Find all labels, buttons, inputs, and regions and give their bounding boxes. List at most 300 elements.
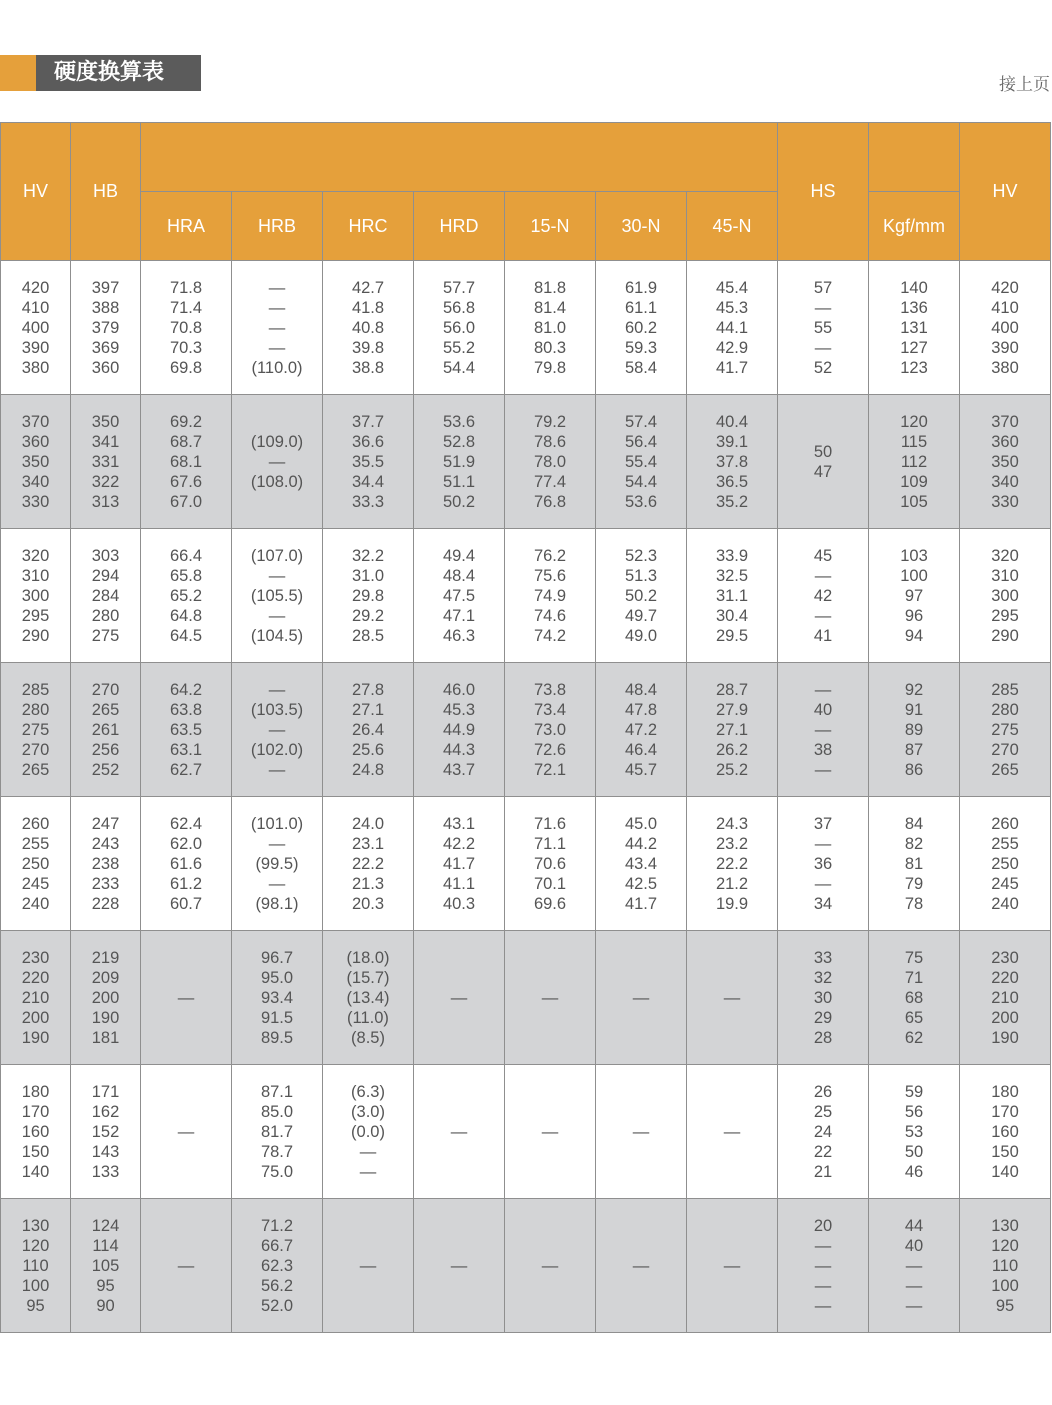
cell-value: 320 — [991, 546, 1019, 565]
cell-value: 94 — [904, 626, 924, 645]
cell-value: — — [814, 338, 832, 357]
cell-value: 200 — [21, 1008, 50, 1027]
cell-value: 350 — [991, 452, 1019, 471]
cell-value: 58.4 — [624, 358, 658, 377]
cell-value: 19.9 — [715, 894, 749, 913]
cell-value: 26 — [813, 1082, 833, 1101]
cell-value: 57.7 — [442, 278, 476, 297]
table-row — [1, 395, 1051, 529]
cell-value: 44.1 — [715, 318, 749, 337]
cell-value: 79.8 — [533, 358, 567, 377]
cell-value: 48.4 — [624, 680, 658, 699]
cell-value: 123 — [900, 358, 928, 377]
cell-value: 303 — [91, 546, 120, 565]
hardness-conversion-table — [0, 122, 1051, 1333]
header-rockwell-group — [141, 123, 778, 192]
cell-value: — — [905, 1256, 923, 1275]
cell-hv — [1, 663, 71, 797]
header-hs: HS — [778, 123, 869, 261]
cell-value: 370 — [21, 412, 50, 431]
cell-value: 310 — [991, 566, 1019, 585]
cell-hv2 — [960, 529, 1051, 663]
cell-value: 350 — [91, 412, 120, 431]
cell-n45 — [687, 1065, 778, 1199]
cell-value: 52 — [813, 358, 833, 377]
cell-value: 44 — [904, 1216, 924, 1235]
cell-value: 29.8 — [351, 586, 385, 605]
cell-value: 61.1 — [624, 298, 658, 317]
cell-value: 115 — [900, 432, 928, 451]
cell-value: (107.0) — [250, 546, 304, 565]
cell-value: 41 — [813, 626, 833, 645]
cell-value: — — [814, 1296, 832, 1315]
cell-value: 400 — [21, 318, 50, 337]
header-15n: 15-N — [505, 192, 596, 261]
cell-value: 50 — [813, 442, 833, 461]
cell-value: 46.3 — [442, 626, 476, 645]
cell-value: (13.4) — [346, 988, 390, 1007]
cell-value: 71.4 — [169, 298, 203, 317]
cell-value: 22.2 — [351, 854, 385, 873]
cell-value: 37.8 — [715, 452, 749, 471]
cell-value: 27.8 — [351, 680, 385, 699]
cell-value: — — [268, 278, 286, 297]
cell-value: 61.6 — [169, 854, 203, 873]
cell-value: 120 — [21, 1236, 50, 1255]
cell-value: 180 — [991, 1082, 1019, 1101]
cell-value: — — [905, 1276, 923, 1295]
cell-value: 95 — [995, 1296, 1015, 1315]
cell-value: 71 — [904, 968, 924, 987]
table-row — [1, 1199, 1051, 1333]
cell-value: 81.4 — [533, 298, 567, 317]
cell-value: — — [723, 1256, 741, 1275]
cell-value: 131 — [900, 318, 928, 337]
cell-value: 59.3 — [624, 338, 658, 357]
cell-value: 200 — [91, 988, 120, 1007]
cell-value: 190 — [91, 1008, 120, 1027]
cell-value: — — [450, 1122, 468, 1141]
cell-value: 380 — [991, 358, 1019, 377]
cell-value: 280 — [91, 606, 120, 625]
cell-value: (101.0) — [250, 814, 304, 833]
table-row — [1, 529, 1051, 663]
cell-value: 33.9 — [715, 546, 749, 565]
cell-value: 133 — [91, 1162, 120, 1181]
cell-hs — [778, 395, 869, 529]
cell-value: — — [814, 566, 832, 585]
cell-value: 219 — [91, 948, 120, 967]
cell-value: (99.5) — [255, 854, 299, 873]
cell-value: — — [268, 874, 286, 893]
cell-value: 360 — [991, 432, 1019, 451]
cell-value: 42.2 — [442, 834, 476, 853]
cell-value: 56.0 — [442, 318, 476, 337]
cell-value: 130 — [991, 1216, 1019, 1235]
cell-value: 190 — [21, 1028, 50, 1047]
cell-value: 24 — [813, 1122, 833, 1141]
cell-value: 250 — [991, 854, 1019, 873]
cell-value: 270 — [21, 740, 50, 759]
cell-n45 — [687, 663, 778, 797]
cell-hrd — [414, 663, 505, 797]
cell-value: 37 — [813, 814, 833, 833]
cell-value: 245 — [21, 874, 50, 893]
cell-hra — [141, 1199, 232, 1333]
cell-value: 64.8 — [169, 606, 203, 625]
cell-n15 — [505, 261, 596, 395]
cell-value: 56.2 — [260, 1276, 294, 1295]
cell-value: 21.2 — [715, 874, 749, 893]
cell-value: (6.3) — [351, 1082, 385, 1101]
cell-value: 50 — [904, 1142, 924, 1161]
cell-value: 210 — [21, 988, 50, 1007]
cell-n30 — [596, 261, 687, 395]
cell-value: 261 — [91, 720, 120, 739]
header-hrb: HRB — [232, 192, 323, 261]
cell-value: 240 — [991, 894, 1019, 913]
cell-value: 55 — [813, 318, 833, 337]
cell-value: 27.9 — [715, 700, 749, 719]
cell-value: — — [268, 452, 286, 471]
cell-value: 420 — [991, 278, 1019, 297]
cell-kgf — [869, 1199, 960, 1333]
cell-value: 181 — [91, 1028, 120, 1047]
cell-value: 95.0 — [260, 968, 294, 987]
table-row — [1, 663, 1051, 797]
cell-value: 53.6 — [442, 412, 476, 431]
cell-value: 92 — [904, 680, 924, 699]
cell-value: (105.5) — [250, 586, 304, 605]
cell-value: 420 — [21, 278, 50, 297]
cell-value: — — [268, 318, 286, 337]
cell-value: — — [177, 988, 195, 1007]
cell-n15 — [505, 663, 596, 797]
page-title: 硬度换算表 — [36, 55, 201, 91]
cell-value: 140 — [900, 278, 928, 297]
cell-value: 37.7 — [351, 412, 385, 431]
cell-hs — [778, 529, 869, 663]
cell-hrb — [232, 931, 323, 1065]
cell-hra — [141, 797, 232, 931]
cell-hv — [1, 797, 71, 931]
cell-value: — — [541, 1122, 559, 1141]
cell-value: 78.7 — [260, 1142, 294, 1161]
cell-value: 256 — [91, 740, 120, 759]
cell-n45 — [687, 529, 778, 663]
cell-value: 65.8 — [169, 566, 203, 585]
cell-value: 40 — [904, 1236, 924, 1255]
cell-hs — [778, 1065, 869, 1199]
header-hb: HB — [71, 123, 141, 261]
cell-hrd — [414, 931, 505, 1065]
cell-value: 230 — [21, 948, 50, 967]
cell-n30 — [596, 529, 687, 663]
cell-value: 81 — [904, 854, 924, 873]
cell-value: 47.2 — [624, 720, 658, 739]
cell-value: 78 — [904, 894, 924, 913]
cell-value: 255 — [21, 834, 50, 853]
cell-value: 240 — [21, 894, 50, 913]
cell-value: 62.7 — [169, 760, 203, 779]
cell-value: (18.0) — [346, 948, 390, 967]
cell-value: 29.5 — [715, 626, 749, 645]
cell-hrb — [232, 663, 323, 797]
cell-value: 127 — [900, 338, 928, 357]
cell-hb — [71, 931, 141, 1065]
cell-hrd — [414, 1199, 505, 1333]
cell-value: 25.6 — [351, 740, 385, 759]
cell-hrb — [232, 529, 323, 663]
cell-value: 105 — [91, 1256, 120, 1275]
cell-value: 73.4 — [533, 700, 567, 719]
cell-kgf — [869, 663, 960, 797]
cell-value: — — [541, 988, 559, 1007]
cell-value: 56.4 — [624, 432, 658, 451]
cell-value: 59 — [904, 1082, 924, 1101]
cell-value: 23.2 — [715, 834, 749, 853]
cell-hrc — [323, 261, 414, 395]
cell-value: 26.2 — [715, 740, 749, 759]
cell-value: 50.2 — [442, 492, 476, 511]
table-row — [1, 261, 1051, 395]
cell-value: 73.8 — [533, 680, 567, 699]
cell-value: 71.1 — [533, 834, 567, 853]
cell-value: 105 — [900, 492, 928, 511]
cell-value: — — [268, 298, 286, 317]
cell-value: 93.4 — [260, 988, 294, 1007]
cell-value: 270 — [991, 740, 1019, 759]
cell-n45 — [687, 261, 778, 395]
cell-value: 152 — [91, 1122, 120, 1141]
cell-value: 45.0 — [624, 814, 658, 833]
cell-value: 57 — [813, 278, 833, 297]
cell-value: — — [268, 566, 286, 585]
cell-n45 — [687, 395, 778, 529]
cell-value: 341 — [91, 432, 120, 451]
cell-value: 35.5 — [351, 452, 385, 471]
cell-value: 29 — [813, 1008, 833, 1027]
cell-value: 22 — [813, 1142, 833, 1161]
cell-value: 39.1 — [715, 432, 749, 451]
cell-value: (102.0) — [250, 740, 304, 759]
cell-value: 44.2 — [624, 834, 658, 853]
cell-value: 50.2 — [624, 586, 658, 605]
cell-value: 81.0 — [533, 318, 567, 337]
cell-n30 — [596, 797, 687, 931]
cell-value: 66.4 — [169, 546, 203, 565]
cell-value: 70.6 — [533, 854, 567, 873]
cell-value: 130 — [21, 1216, 50, 1235]
cell-value: 41.1 — [442, 874, 476, 893]
cell-value: 77.4 — [533, 472, 567, 491]
cell-hrc — [323, 797, 414, 931]
cell-value: 32.2 — [351, 546, 385, 565]
cell-value: 72.1 — [533, 760, 567, 779]
continued-note: 接上页 — [999, 75, 1050, 95]
cell-value: — — [268, 720, 286, 739]
cell-value: — — [814, 1276, 832, 1295]
cell-value: (109.0) — [250, 432, 304, 451]
cell-value: 180 — [21, 1082, 50, 1101]
header-kgf: Kgf/mm — [869, 192, 960, 261]
cell-value: 80.3 — [533, 338, 567, 357]
cell-value: 238 — [91, 854, 120, 873]
cell-value: 340 — [21, 472, 50, 491]
cell-hs — [778, 1199, 869, 1333]
cell-value: — — [632, 988, 650, 1007]
cell-value: 87.1 — [260, 1082, 294, 1101]
cell-value: 40.3 — [442, 894, 476, 913]
cell-value: 25 — [813, 1102, 833, 1121]
cell-value: 360 — [21, 432, 50, 451]
cell-value: 41.8 — [351, 298, 385, 317]
cell-value: 120 — [991, 1236, 1019, 1255]
cell-value: 82 — [904, 834, 924, 853]
cell-hv2 — [960, 931, 1051, 1065]
cell-value: 36.5 — [715, 472, 749, 491]
cell-value: 33 — [813, 948, 833, 967]
cell-value: — — [632, 1122, 650, 1141]
cell-hv2 — [960, 1199, 1051, 1333]
cell-value: 78.6 — [533, 432, 567, 451]
cell-value: 29.2 — [351, 606, 385, 625]
cell-value: 71.6 — [533, 814, 567, 833]
cell-value: — — [359, 1256, 377, 1275]
cell-value: 31.1 — [715, 586, 749, 605]
cell-value: 410 — [991, 298, 1019, 317]
cell-value: 45.3 — [715, 298, 749, 317]
cell-value: 124 — [91, 1216, 120, 1235]
cell-value: 27.1 — [715, 720, 749, 739]
cell-value: 275 — [991, 720, 1019, 739]
cell-value: 46.0 — [442, 680, 476, 699]
cell-value: — — [814, 298, 832, 317]
cell-value: 20 — [813, 1216, 833, 1235]
cell-hra — [141, 1065, 232, 1199]
cell-value: 260 — [991, 814, 1019, 833]
cell-value: — — [814, 720, 832, 739]
cell-value: 81.7 — [260, 1122, 294, 1141]
cell-value: 47.5 — [442, 586, 476, 605]
cell-value: 350 — [21, 452, 50, 471]
cell-n30 — [596, 1065, 687, 1199]
cell-value: 90 — [96, 1296, 115, 1315]
cell-value: — — [723, 988, 741, 1007]
cell-hb — [71, 1065, 141, 1199]
cell-value: 170 — [991, 1102, 1019, 1121]
cell-value: 320 — [21, 546, 50, 565]
cell-value: 24.3 — [715, 814, 749, 833]
cell-value: 96.7 — [260, 948, 294, 967]
cell-hrd — [414, 797, 505, 931]
cell-value: 100 — [21, 1276, 50, 1295]
cell-value: — — [268, 338, 286, 357]
cell-value: 69.2 — [169, 412, 203, 431]
cell-value: 23.1 — [351, 834, 385, 853]
cell-value: 52.8 — [442, 432, 476, 451]
cell-value: 295 — [21, 606, 50, 625]
cell-value: 100 — [900, 566, 928, 585]
cell-value: 74.6 — [533, 606, 567, 625]
cell-value: 270 — [91, 680, 120, 699]
cell-value: — — [814, 1236, 832, 1255]
cell-n15 — [505, 1065, 596, 1199]
cell-value: 21.3 — [351, 874, 385, 893]
cell-value: 51.9 — [442, 452, 476, 471]
table-row — [1, 1065, 1051, 1199]
cell-hv — [1, 395, 71, 529]
cell-value: 285 — [991, 680, 1019, 699]
cell-hrb — [232, 261, 323, 395]
cell-hrd — [414, 529, 505, 663]
cell-kgf — [869, 261, 960, 395]
cell-value: 97 — [904, 586, 924, 605]
cell-value: 62.0 — [169, 834, 203, 853]
cell-value: 26.4 — [351, 720, 385, 739]
cell-value: 45.4 — [715, 278, 749, 297]
cell-value: 91.5 — [260, 1008, 294, 1027]
cell-value: — — [814, 680, 832, 699]
cell-value: 51.3 — [624, 566, 658, 585]
cell-value: 42.9 — [715, 338, 749, 357]
cell-hb — [71, 1199, 141, 1333]
cell-value: 42.5 — [624, 874, 658, 893]
cell-value: 79 — [904, 874, 924, 893]
cell-value: 63.1 — [169, 740, 203, 759]
cell-value: 255 — [991, 834, 1019, 853]
cell-value: 30.4 — [715, 606, 749, 625]
cell-hrd — [414, 261, 505, 395]
cell-value: 70.8 — [169, 318, 203, 337]
cell-value: 20.3 — [351, 894, 385, 913]
cell-n30 — [596, 663, 687, 797]
cell-value: 275 — [91, 626, 120, 645]
cell-value: 300 — [991, 586, 1019, 605]
cell-value: 53.6 — [624, 492, 658, 511]
cell-value: 47.8 — [624, 700, 658, 719]
header-hv: HV — [1, 123, 71, 261]
cell-kgf — [869, 797, 960, 931]
cell-value: 79.2 — [533, 412, 567, 431]
cell-value: — — [814, 874, 832, 893]
cell-value: 63.5 — [169, 720, 203, 739]
cell-value: (3.0) — [351, 1102, 385, 1121]
cell-value: 96 — [904, 606, 924, 625]
cell-hv — [1, 261, 71, 395]
cell-hb — [71, 529, 141, 663]
cell-hrb — [232, 1065, 323, 1199]
cell-value: 162 — [91, 1102, 120, 1121]
cell-hs — [778, 261, 869, 395]
header-hv-right: HV — [960, 123, 1051, 261]
cell-hrc — [323, 1065, 414, 1199]
cell-value: 220 — [21, 968, 50, 987]
cell-value: — — [723, 1122, 741, 1141]
cell-n45 — [687, 1199, 778, 1333]
cell-n30 — [596, 931, 687, 1065]
cell-value: 110 — [22, 1256, 49, 1275]
cell-n30 — [596, 1199, 687, 1333]
cell-hra — [141, 663, 232, 797]
cell-value: 379 — [91, 318, 120, 337]
cell-value: 27.1 — [351, 700, 385, 719]
cell-value: 36.6 — [351, 432, 385, 451]
cell-value: 48.4 — [442, 566, 476, 585]
cell-n15 — [505, 529, 596, 663]
cell-value: 28.7 — [715, 680, 749, 699]
cell-value: 75.0 — [260, 1162, 294, 1181]
